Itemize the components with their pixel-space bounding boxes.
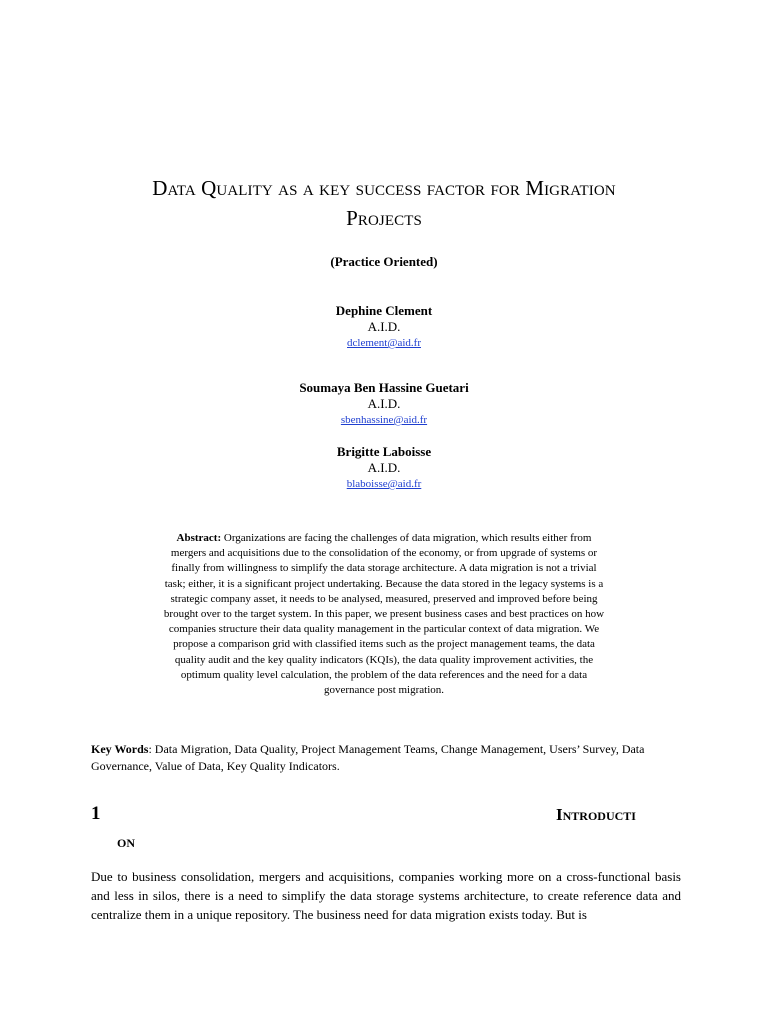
author-block-2	[0, 379, 768, 428]
author-name: Dephine Clement	[335, 303, 433, 318]
abstract-line: propose a comparison grid with classified items such as the project management teams, the data	[173, 638, 595, 651]
abstract-line: quality audit and the key quality indicators (KQIs), the data quality improvement activities, the	[174, 653, 594, 666]
abstract	[123, 531, 645, 698]
paper-title-line-1: Data Quality as a key success factor for Migration	[152, 176, 616, 200]
author-block-3	[0, 443, 768, 492]
abstract-line: task; either, it is a significant project undertaking. Because the data stored in the legacy systems is a	[164, 577, 604, 590]
keywords	[91, 741, 681, 774]
paper-title	[60, 173, 708, 233]
section-title-continued: on	[117, 832, 135, 851]
abstract-line: mergers and acquisitions due to the consolidation of the economy, or from upgrade of systems or	[170, 547, 598, 560]
abstract-line: Abstract: Organizations are facing the challenges of data migration, which results either from	[176, 532, 592, 544]
keywords-label: Key Words	[91, 742, 149, 756]
paper-subtitle: (Practice Oriented)	[330, 254, 438, 269]
author-affiliation: A.I.D.	[367, 460, 401, 475]
abstract-line: brought over to the target system. In this paper, we present business cases and best practices on how	[163, 608, 605, 621]
author-block-1	[0, 302, 768, 351]
abstract-label: Abstract:	[176, 532, 222, 544]
author-name: Brigitte Laboisse	[336, 444, 432, 459]
keywords-text: : Data Migration, Data Quality, Project Management Teams, Change Management, Users’ Survey, Data Governance, Value of Data, Key Quality Indicators.	[91, 742, 645, 773]
author-email-link[interactable]: dclement@aid.fr	[347, 337, 421, 349]
author-affiliation: A.I.D.	[367, 319, 401, 334]
author-affiliation: A.I.D.	[367, 396, 401, 411]
author-email-link[interactable]: sbenhassine@aid.fr	[340, 414, 428, 426]
abstract-line: strategic company asset, it needs to be analysed, measured, preserved and improved before being	[170, 592, 598, 605]
abstract-line: optimum quality level calculation, the problem of the data references and the need for a data	[180, 668, 588, 681]
section-body-paragraph: Due to business consolidation, mergers and acquisitions, companies working more on a cross-functional basis and less in silos, there is a need to simplify the data storage systems architecture, to create reference data and centralize them in a unique repository. The business need for data migration exists today. But is	[91, 869, 681, 922]
author-email-link[interactable]: blaboisse@aid.fr	[346, 478, 422, 490]
abstract-line: finally from willingness to simplify the data storage architecture. A data migration is not a trivial	[171, 562, 597, 575]
abstract-line: governance post migration.	[323, 684, 445, 697]
abstract-line: companies structure their data quality management in the particular context of data migration. We	[168, 623, 600, 636]
section-number: 1	[91, 803, 101, 824]
author-name: Soumaya Ben Hassine Guetari	[299, 380, 469, 395]
section-title: Introducti	[556, 805, 636, 824]
paper-title-line-2: Projects	[346, 206, 422, 230]
